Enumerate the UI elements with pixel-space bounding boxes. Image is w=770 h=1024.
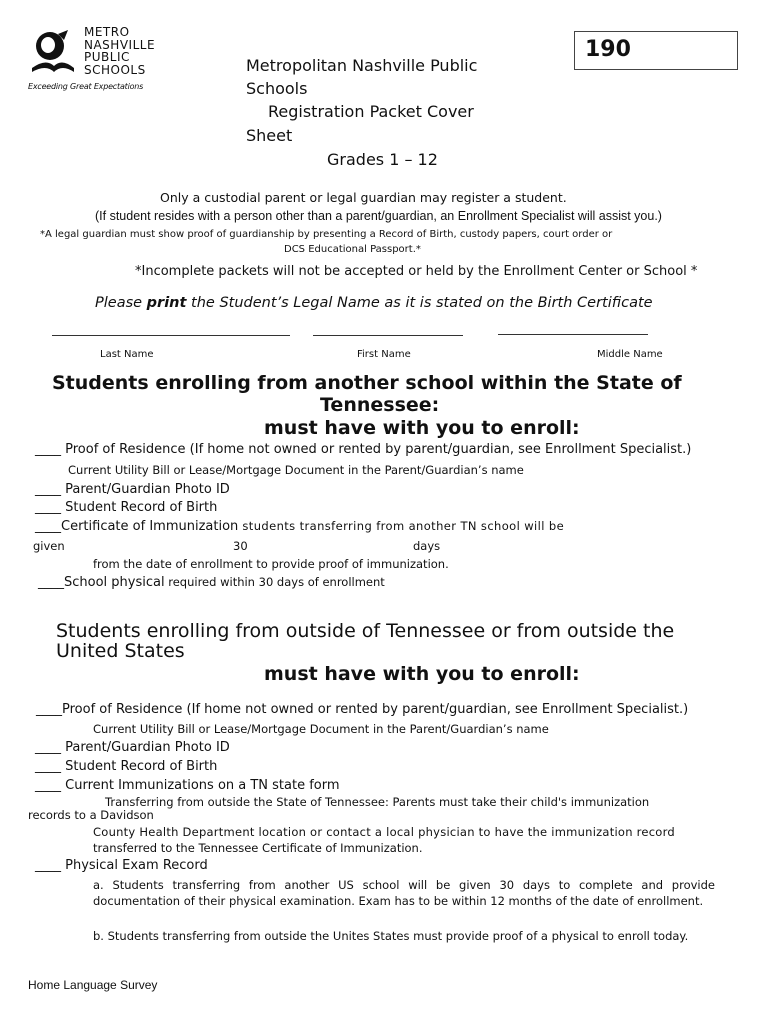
tn-days-label: days [413,539,441,553]
out-physical-note-a: a. Students transferring from another US school will be given 30 days to complete and provide documentation of their physical examination. Exam has to be within 12 months of the date of enrollment. [93,878,715,908]
tn-days-number: 30 [233,539,248,553]
title-line: Metropolitan Nashville Public [246,56,478,75]
grades-title: Grades 1 – 12 [327,150,438,169]
out-residence-item: ____Proof of Residence (If home not owned or rented by parent/guardian, see Enrollment Specialist.) [36,702,689,717]
title-line: Schools [246,79,308,98]
tn-section-heading: Students enrolling from another school within the State of [52,372,682,394]
logo-line: PUBLIC [84,50,130,64]
guardian-proof-notice: DCS Educational Passport.* [284,244,421,255]
logo-line: NASHVILLE [84,37,156,52]
tn-physical-item [38,575,385,590]
logo-line: SCHOOLS [84,62,146,77]
print-instruction [95,295,653,311]
last-name-label: Last Name [100,349,154,360]
out-section-heading: Students enrolling from outside of Tennessee or from outside the [56,620,675,642]
middle-name-label: Middle Name [597,349,663,360]
custodial-notice: Only a custodial parent or legal guardian may register a student. [160,190,567,205]
footer-note: Home Language Survey [28,978,158,992]
tn-photo-id-item: ____ Parent/Guardian Photo ID [35,482,230,497]
out-transfer-note: records to a Davidson [28,808,154,822]
out-transfer-note: transferred to the Tennessee Certificate of Immunization. [93,841,423,855]
school-emblem-icon [28,28,78,78]
tn-section-heading: Tennessee: [320,394,440,416]
logo-line: METRO [84,25,130,39]
out-physical-exam-item: ____ Physical Exam Record [35,858,208,873]
tn-physical-rest: required within 30 days of enrollment [164,575,385,589]
out-section-subheading: must have with you to enroll: [264,663,580,685]
tn-immunization-note: from the date of enrollment to provide proof of immunization. [93,557,449,571]
tn-immunization-rest: students transferring from another TN school will be [242,519,565,533]
tn-residence-item: ____ Proof of Residence (If home not owned or rented by parent/guardian, see Enrollment Specialist.) [35,442,692,457]
tn-section-subheading: must have with you to enroll: [264,417,580,439]
out-physical-note-b: b. Students transferring from outside the Unites States must provide proof of a physical to enroll today. [93,929,689,943]
out-immunizations-item: ____ Current Immunizations on a TN state form [35,778,340,793]
print-instruction-bold: print [146,295,187,311]
print-instruction-prefix: Please [95,295,147,311]
out-photo-id-item: ____ Parent/Guardian Photo ID [35,740,230,755]
out-residence-note: Current Utility Bill or Lease/Mortgage Document in the Parent/Guardian’s name [93,722,549,736]
first-name-label: First Name [357,349,411,360]
middle-name-line[interactable] [498,334,648,335]
title-line: Sheet [246,126,293,145]
tn-immunization-label: ____Certificate of Immunization [35,519,239,534]
tn-record-birth-item: ____ Student Record of Birth [35,500,218,515]
last-name-line[interactable] [52,335,290,336]
form-number: 190 [585,37,631,62]
guardian-proof-notice: *A legal guardian must show proof of guardianship by presenting a Record of Birth, custody papers, court order or [40,229,613,240]
title-line: Registration Packet Cover [268,102,474,121]
print-instruction-suffix: the Student’s Legal Name as it is stated on the Birth Certificate [186,295,653,311]
specialist-notice: (If student resides with a person other than a parent/guardian, an Enrollment Specialist will assist you.) [95,209,662,223]
tn-residence-note: Current Utility Bill or Lease/Mortgage Document in the Parent/Guardian’s name [68,463,524,477]
incomplete-notice: *Incomplete packets will not be accepted or held by the Enrollment Center or School * [135,264,698,279]
tn-given-label: given [33,539,65,553]
out-transfer-note: Transferring from outside the State of Tennessee: Parents must take their child's immunization [105,795,650,809]
tn-immunization-item [35,519,564,534]
logo-wordmark [84,26,155,76]
logo-tagline: Exceeding Great Expectations [28,82,144,91]
first-name-line[interactable] [313,335,463,336]
out-section-heading: United States [56,640,185,662]
form-number-box [574,31,738,70]
out-transfer-note: County Health Department location or contact a local physician to have the immunization record [93,825,675,839]
tn-physical-label: ____School physical [38,575,165,590]
district-logo [28,26,178,96]
out-record-birth-item: ____ Student Record of Birth [35,759,218,774]
